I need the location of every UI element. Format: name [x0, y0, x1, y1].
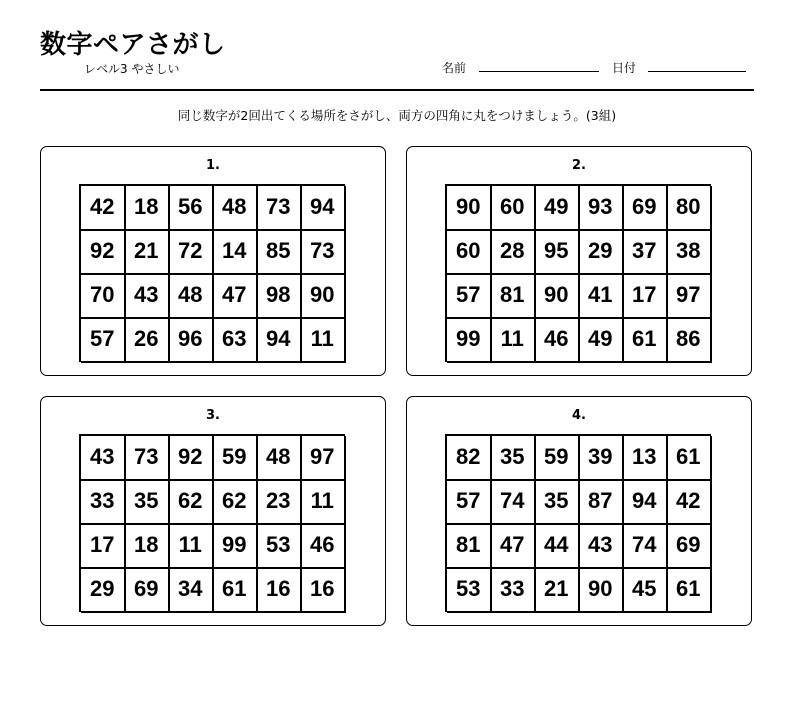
number-cell[interactable]: 69 [623, 186, 668, 231]
number-grid [79, 184, 345, 362]
number-cell[interactable]: 48 [257, 436, 302, 481]
number-cell[interactable]: 61 [667, 568, 712, 613]
name-field-line[interactable] [479, 71, 599, 72]
number-cell[interactable]: 29 [579, 230, 624, 275]
number-cell[interactable]: 17 [623, 274, 668, 319]
number-cell[interactable]: 14 [213, 230, 258, 275]
number-cell[interactable]: 48 [169, 274, 214, 319]
number-cell[interactable]: 59 [213, 436, 258, 481]
number-cell[interactable]: 35 [491, 436, 536, 481]
number-cell[interactable]: 57 [447, 274, 492, 319]
number-cell[interactable]: 74 [491, 480, 536, 525]
number-cell[interactable]: 45 [623, 568, 668, 613]
number-grid [445, 434, 711, 612]
number-cell[interactable]: 13 [623, 436, 668, 481]
number-cell[interactable]: 38 [667, 230, 712, 275]
number-cell[interactable]: 98 [257, 274, 302, 319]
number-cell[interactable]: 61 [623, 318, 668, 363]
number-cell[interactable]: 70 [81, 274, 126, 319]
number-cell[interactable]: 81 [447, 524, 492, 569]
puzzle-panel-4 [406, 396, 752, 626]
number-cell[interactable]: 62 [213, 480, 258, 525]
number-cell[interactable]: 56 [169, 186, 214, 231]
number-cell[interactable]: 11 [491, 318, 536, 363]
number-cell[interactable]: 26 [125, 318, 170, 363]
number-cell[interactable]: 62 [169, 480, 214, 525]
number-cell[interactable]: 73 [125, 436, 170, 481]
number-cell[interactable]: 57 [81, 318, 126, 363]
puzzle-panel-3 [40, 396, 386, 626]
number-cell[interactable]: 17 [81, 524, 126, 569]
number-cell[interactable]: 90 [579, 568, 624, 613]
number-cell[interactable]: 61 [213, 568, 258, 613]
instructions: 同じ数字が2回出てくる場所をさがし、両方の四角に丸をつけましょう。(3組) [177, 108, 617, 123]
number-cell[interactable]: 29 [81, 568, 126, 613]
number-cell[interactable]: 95 [535, 230, 580, 275]
header-divider [40, 89, 754, 91]
name-label: 名前 [442, 61, 467, 75]
number-cell[interactable]: 99 [447, 318, 492, 363]
number-cell[interactable]: 90 [535, 274, 580, 319]
number-cell[interactable]: 18 [125, 186, 170, 231]
number-cell[interactable]: 48 [213, 186, 258, 231]
number-cell[interactable]: 28 [491, 230, 536, 275]
number-grid [79, 434, 345, 612]
number-cell[interactable]: 60 [447, 230, 492, 275]
number-cell[interactable]: 23 [257, 480, 302, 525]
number-cell[interactable]: 46 [535, 318, 580, 363]
number-cell[interactable]: 57 [447, 480, 492, 525]
number-cell[interactable]: 53 [257, 524, 302, 569]
number-cell[interactable]: 47 [213, 274, 258, 319]
number-cell[interactable]: 42 [667, 480, 712, 525]
number-cell[interactable]: 92 [169, 436, 214, 481]
number-cell[interactable]: 90 [301, 274, 346, 319]
number-cell[interactable]: 35 [535, 480, 580, 525]
number-cell[interactable]: 90 [447, 186, 492, 231]
puzzle-label: 3. [206, 408, 220, 423]
number-cell[interactable]: 43 [125, 274, 170, 319]
number-cell[interactable]: 61 [667, 436, 712, 481]
number-cell[interactable]: 43 [81, 436, 126, 481]
number-cell[interactable]: 42 [81, 186, 126, 231]
puzzle-label: 2. [572, 158, 586, 173]
number-cell[interactable]: 60 [491, 186, 536, 231]
number-cell[interactable]: 11 [301, 480, 346, 525]
number-cell[interactable]: 63 [213, 318, 258, 363]
number-cell[interactable]: 99 [213, 524, 258, 569]
number-cell[interactable]: 59 [535, 436, 580, 481]
number-cell[interactable]: 97 [667, 274, 712, 319]
number-cell[interactable]: 74 [623, 524, 668, 569]
puzzle-label: 1. [206, 158, 220, 173]
number-cell[interactable]: 16 [257, 568, 302, 613]
number-grid [445, 184, 711, 362]
number-cell[interactable]: 72 [169, 230, 214, 275]
number-cell[interactable]: 39 [579, 436, 624, 481]
number-cell[interactable]: 97 [301, 436, 346, 481]
number-cell[interactable]: 11 [301, 318, 346, 363]
number-cell[interactable]: 11 [169, 524, 214, 569]
number-cell[interactable]: 18 [125, 524, 170, 569]
number-cell[interactable]: 33 [491, 568, 536, 613]
number-cell[interactable]: 82 [447, 436, 492, 481]
number-cell[interactable]: 85 [257, 230, 302, 275]
number-cell[interactable]: 69 [667, 524, 712, 569]
number-cell[interactable]: 86 [667, 318, 712, 363]
number-cell[interactable]: 46 [301, 524, 346, 569]
number-cell[interactable]: 16 [301, 568, 346, 613]
number-cell[interactable]: 47 [491, 524, 536, 569]
date-field-line[interactable] [648, 71, 746, 72]
number-cell[interactable]: 87 [579, 480, 624, 525]
number-cell[interactable]: 34 [169, 568, 214, 613]
worksheet-title: 数字ペアさがし [40, 30, 226, 60]
number-cell[interactable]: 44 [535, 524, 580, 569]
number-cell[interactable]: 49 [579, 318, 624, 363]
number-cell[interactable]: 73 [301, 230, 346, 275]
date-label: 日付 [612, 61, 637, 75]
number-cell[interactable]: 21 [125, 230, 170, 275]
number-cell[interactable]: 93 [579, 186, 624, 231]
level-subtitle: レベル3 やさしい [84, 62, 180, 76]
number-cell[interactable]: 94 [623, 480, 668, 525]
puzzle-panel-2 [406, 146, 752, 376]
number-cell[interactable]: 33 [81, 480, 126, 525]
number-cell[interactable]: 81 [491, 274, 536, 319]
number-cell[interactable]: 37 [623, 230, 668, 275]
number-cell[interactable]: 92 [81, 230, 126, 275]
number-cell[interactable]: 43 [579, 524, 624, 569]
number-cell[interactable]: 21 [535, 568, 580, 613]
number-cell[interactable]: 80 [667, 186, 712, 231]
puzzle-label: 4. [572, 408, 586, 423]
number-cell[interactable]: 96 [169, 318, 214, 363]
number-cell[interactable]: 73 [257, 186, 302, 231]
puzzle-panel-1 [40, 146, 386, 376]
number-cell[interactable]: 53 [447, 568, 492, 613]
number-cell[interactable]: 35 [125, 480, 170, 525]
number-cell[interactable]: 69 [125, 568, 170, 613]
number-cell[interactable]: 41 [579, 274, 624, 319]
number-cell[interactable]: 94 [301, 186, 346, 231]
number-cell[interactable]: 49 [535, 186, 580, 231]
number-cell[interactable]: 94 [257, 318, 302, 363]
